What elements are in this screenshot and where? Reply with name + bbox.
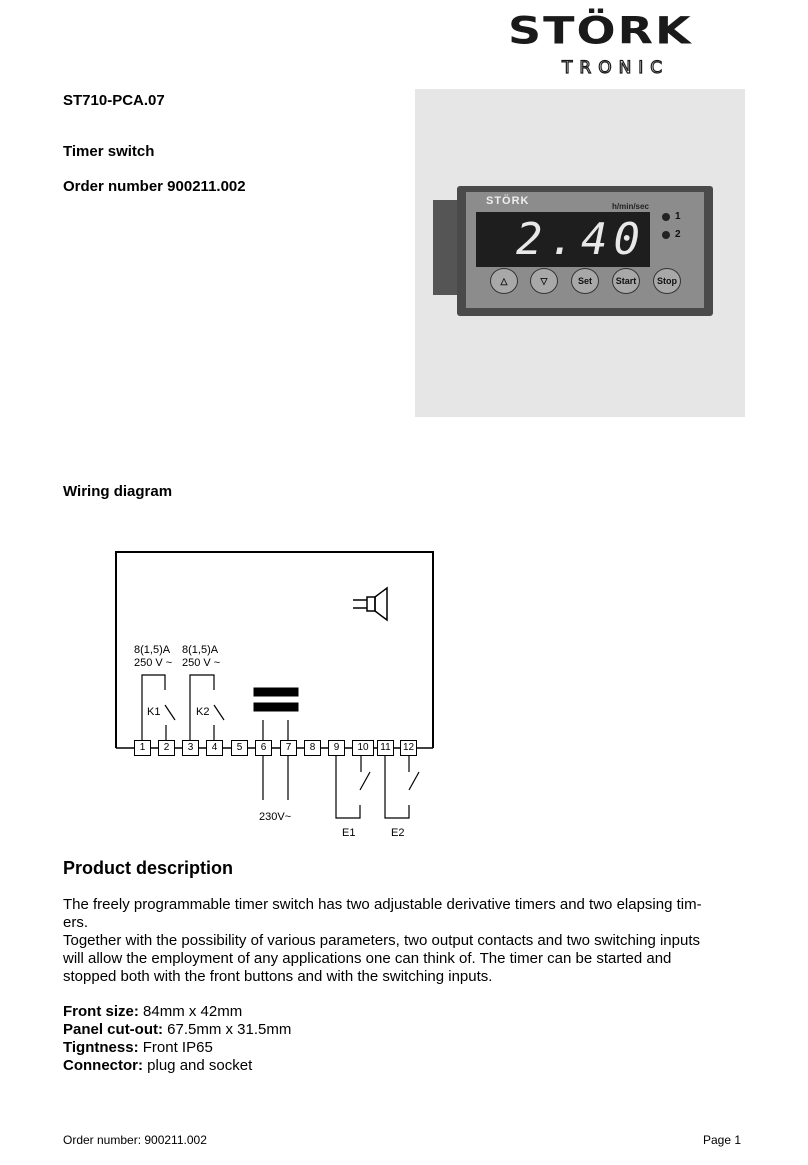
spec-label: Tigntness:: [63, 1039, 139, 1056]
description-line-3: Together with the possibility of various parameters, two output contacts and two switching inputs: [63, 932, 700, 949]
product-name: Timer switch: [63, 143, 155, 160]
model-number: ST710-PCA.07: [63, 92, 165, 109]
k2-label: K2: [196, 706, 210, 718]
spec-label: Connector:: [63, 1057, 143, 1074]
k1-label: K1: [147, 706, 161, 718]
display-value: 2.40: [516, 214, 646, 265]
terminal-5: 5: [231, 740, 248, 756]
description-line-5: stopped both with the front buttons and with the switching inputs.: [63, 968, 493, 985]
spec-front-size: [63, 1003, 242, 1021]
device-stop-button: Stop: [653, 268, 681, 294]
description-line-4: will allow the employment of any applications one can think of. The timer can be started and: [63, 950, 672, 967]
terminal-7: 7: [280, 740, 297, 756]
spec-connector: [63, 1057, 252, 1075]
input-e2: [385, 756, 419, 818]
terminal-9: 9: [328, 740, 345, 756]
description-line-2: ers.: [63, 914, 89, 931]
terminal-8: 8: [304, 740, 321, 756]
e1-label: E1: [342, 827, 356, 839]
wiring-title: Wiring diagram: [63, 483, 173, 500]
device-down-button: ▽: [530, 268, 558, 294]
device-unit-label: h/min/sec: [612, 202, 649, 211]
supply-voltage: 230V~: [259, 811, 292, 823]
device-set-button: Set: [571, 268, 599, 294]
spec-label: Front size:: [63, 1003, 139, 1020]
spec-value: 67.5mm x 31.5mm: [163, 1021, 292, 1038]
terminal-4: 4: [206, 740, 223, 756]
k2-voltage: 250 V ~: [182, 657, 221, 669]
footer-order-number: Order number: 900211.002: [63, 1133, 207, 1147]
terminal-6: 6: [255, 740, 272, 756]
spec-value: plug and socket: [143, 1057, 253, 1074]
terminal-11: 11: [377, 740, 394, 756]
footer-page-number: Page 1: [703, 1133, 742, 1147]
input-e1: [336, 756, 370, 818]
buzzer-icon: [353, 588, 387, 620]
led-2-label: 2: [675, 229, 681, 240]
terminal-2: 2: [158, 740, 175, 756]
spec-panel-cutout: [63, 1021, 291, 1039]
device-start-button: Start: [612, 268, 640, 294]
e2-label: E2: [391, 827, 405, 839]
k1-voltage: 250 V ~: [134, 657, 173, 669]
spec-label: Panel cut-out:: [63, 1021, 163, 1038]
description-title: Product description: [63, 858, 234, 878]
device-up-button: △: [490, 268, 518, 294]
k1-rating: 8(1,5)A: [134, 644, 171, 656]
order-number: Order number 900211.002: [63, 178, 246, 195]
terminal-3: 3: [182, 740, 199, 756]
terminal-1: 1: [134, 740, 151, 756]
device-brand: STÖRK: [486, 195, 530, 207]
description-line-1: The freely programmable timer switch has two adjustable derivative timers and two elapsing tim-: [63, 896, 702, 913]
terminal-12: 12: [400, 740, 417, 756]
spec-value: Front IP65: [138, 1039, 213, 1056]
stork-logo: STÖRK: [508, 8, 693, 53]
tronic-logo: TRONIC: [562, 58, 670, 78]
k2-rating: 8(1,5)A: [182, 644, 219, 656]
spec-tightness: [63, 1039, 213, 1057]
led-1-label: 1: [675, 211, 681, 222]
spec-value: 84mm x 42mm: [138, 1003, 243, 1020]
terminal-10: 10: [352, 740, 374, 756]
